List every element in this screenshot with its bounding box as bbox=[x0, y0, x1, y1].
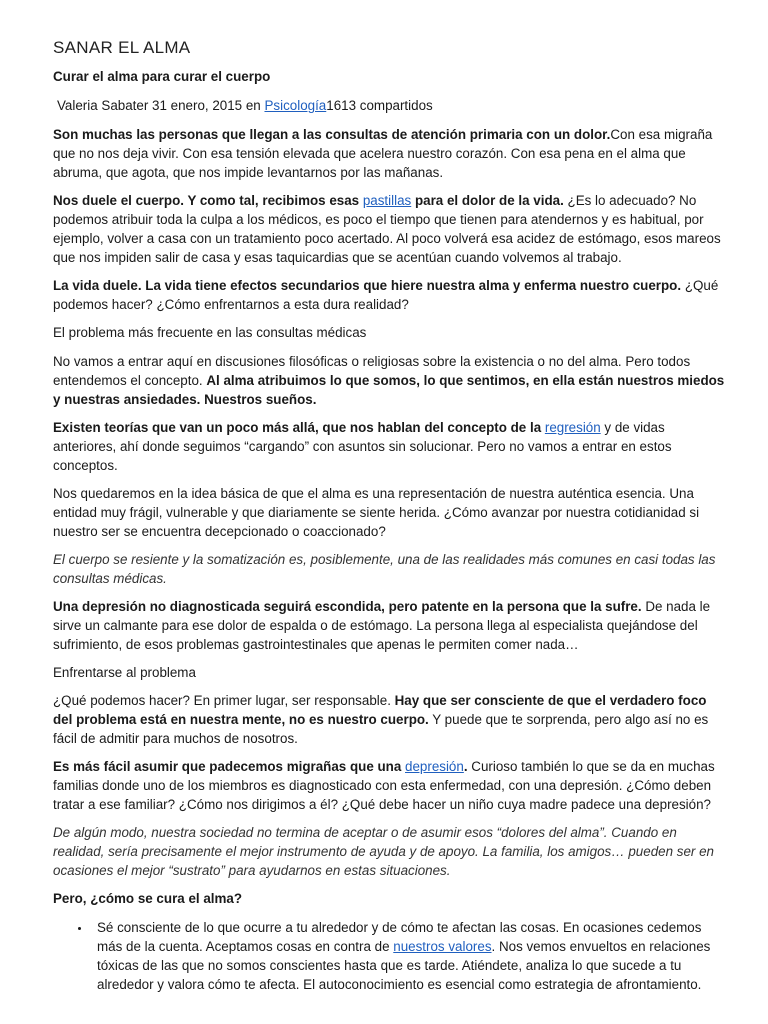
document-title: SANAR EL ALMA bbox=[53, 38, 191, 57]
paragraph-8: ¿Qué podemos hacer? En primer lugar, ser responsable. Hay que ser consciente de que el verdadero foco del problema está en nuestra mente, no es nuestro cuerpo. Y puede que te sorprenda, pero algo así no es fácil de admitir para muchos de nosotros. bbox=[53, 693, 709, 746]
article-subtitle: Curar el alma para curar el cuerpo bbox=[53, 69, 271, 84]
quote-2: De algún modo, nuestra sociedad no termina de aceptar o de asumir esos “dolores del alma”. Cuando en realidad, sería precisamente el mejor instrumento de ayuda y de apoyo. La familia, los amigos… pueden ser en ocasiones el mejor “sustrato” para ayudarnos en estas situaciones. bbox=[53, 825, 714, 878]
paragraph-2: Nos duele el cuerpo. Y como tal, recibimos esas pastillas para el dolor de la vida. ¿Es lo adecuado? No podemos atribuir toda la culpa a los médicos, es poco el tiempo que tienen para atendernos y es habitual, por ejemplo, volver a casa con un tratamiento poco acertado. Al poco volverá esa acidez de estómago, esos mareos que nos impiden salir de casa y esas taquicardias que se acentúan cuando volvemos al trabajo. bbox=[53, 193, 721, 265]
article-meta bbox=[53, 96, 728, 115]
paragraph-9: Es más fácil asumir que padecemos migrañas que una depresión. Curioso también lo que se da en muchas familias donde uno de los miembros es diagnosticado con esta enfermedad, con una depresión. ¿Cómo deben tratar a ese familiar? ¿Cómo nos dirigimos a él? ¿Qué debe hacer un niño cuya madre padece una depresión? bbox=[53, 759, 715, 812]
list-item: • Sé consciente de lo que ocurre a tu alrededor y de cómo te afectan las cosas. En ocasiones cedemos más de la cuenta. Aceptamos cosas en contra de nuestros valores. Nos vemos envueltos en relaciones tóxicas de las que no somos conscientes hasta que es tarde. Atiéndete, analiza lo que sucede a tu alrededor y valora cómo te afecta. El autoconocimiento es esencial como estrategia de afrontamiento. bbox=[91, 918, 728, 994]
paragraph-3: La vida duele. La vida tiene efectos secundarios que hiere nuestra alma y enferma nuestro cuerpo. ¿Qué podemos hacer? ¿Cómo enfrentarnos a esta dura realidad? bbox=[53, 278, 719, 312]
paragraph-1: Son muchas las personas que llegan a las consultas de atención primaria con un dolor.Con esa migraña que no nos deja vivir. Con esa tensión elevada que acelera nuestro corazón. Con esa pena en el alma que abruma, que agota, que nos impide levantarnos por las mañanas. bbox=[53, 127, 713, 180]
section-heading-2: Enfrentarse al problema bbox=[53, 665, 196, 680]
shares-count: 1613 compartidos bbox=[326, 98, 433, 113]
nuestros-valores-link[interactable]: nuestros valores bbox=[393, 939, 492, 954]
bullet-list bbox=[53, 918, 728, 994]
section-heading-1: El problema más frecuente en las consultas médicas bbox=[53, 325, 367, 340]
paragraph-6: Nos quedaremos en la idea básica de que el alma es una representación de nuestra auténtica esencia. Una entidad muy frágil, vulnerable y que diariamente se siente herida. ¿Cómo avanzar por nuestra cotidianidad si nuestro ser se encuentra decepcionado o coaccionado? bbox=[53, 486, 700, 539]
paragraph-4: No vamos a entrar aquí en discusiones filosóficas o religiosas sobre la existencia o no del alma. Pero todos entendemos el concepto. Al alma atribuimos lo que somos, lo que sentimos, en ella están nuestros miedos y nuestras ansiedades. Nuestros sueños. bbox=[53, 354, 725, 407]
depresion-link[interactable]: depresión bbox=[405, 759, 464, 774]
category-link[interactable]: Psicología bbox=[264, 98, 327, 113]
section-heading-3: Pero, ¿cómo se cura el alma? bbox=[53, 891, 243, 906]
paragraph-7: Una depresión no diagnosticada seguirá escondida, pero patente en la persona que la sufre. De nada le sirve un calmante para ese dolor de espalda o de estómago. La persona llega al especialista quejándose del sufrimiento, de esos problemas gastrointestinales que apenas le permiten comer nada… bbox=[53, 599, 711, 652]
paragraph-5: Existen teorías que van un poco más allá, que nos hablan del concepto de la regresión y de vidas anteriores, ahí donde seguimos “cargando” con asuntos sin solucionar. Pero no vamos a entrar en estos conceptos. bbox=[53, 420, 672, 473]
quote-1: El cuerpo se resiente y la somatización es, posiblemente, una de las realidades más comunes en casi todas las consultas médicas. bbox=[53, 552, 716, 586]
author-date: Valeria Sabater 31 enero, 2015 en bbox=[57, 98, 265, 113]
pastillas-link[interactable]: pastillas bbox=[362, 193, 412, 208]
regresion-link[interactable]: regresión bbox=[544, 420, 601, 435]
